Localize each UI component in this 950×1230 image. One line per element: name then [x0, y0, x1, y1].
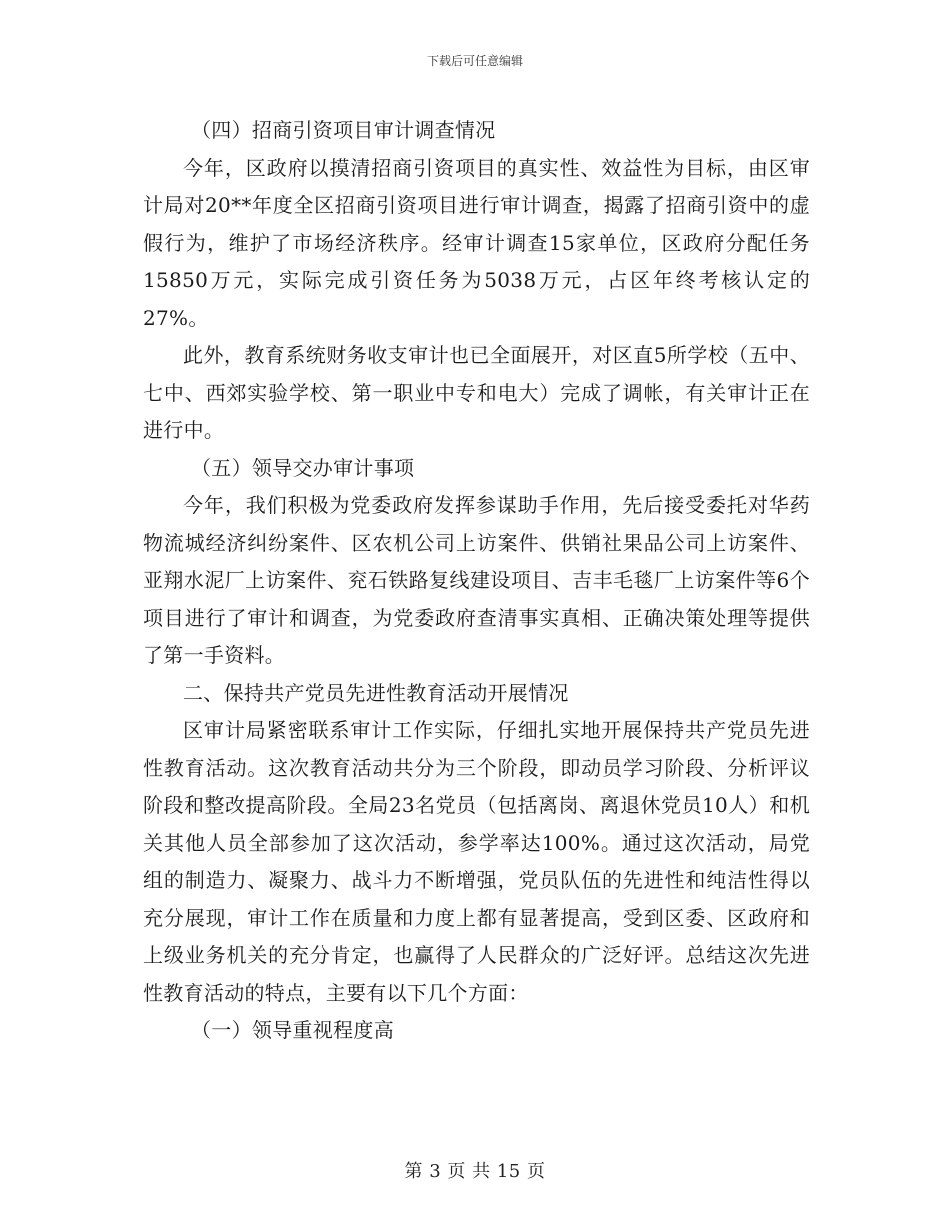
page-number: 第 3 页 共 15 页	[404, 1161, 546, 1182]
paragraph-party-education: 区审计局紧密联系审计工作实际，仔细扎实地开展保持共产党员先进性教育活动。这次教育活动共分为三个阶段，即动员学习阶段、分析评议阶段和整改提高阶段。全局23名党员（包括离岗、离退休党员10人）和机关其他人员全部参加了这次活动，参学率达100%。通过这次活动，局党组的制造力、凝聚力、战斗力不断增强，党员队伍的先进性和纯洁性得以充分展现，审计工作在质量和力度上都有显著提高，受到区委、区政府和上级业务机关的充分肯定，也赢得了人民群众的广泛好评。总结这次先进性教育活动的特点，主要有以下几个方面：	[143, 718, 810, 1005]
section-heading-5: （五）领导交办审计事项	[191, 455, 415, 480]
paragraph-education-audit: 此外，教育系统财务收支审计也已全面展开，对区直5所学校（五中、七中、西郊实验学校、第一职业中专和电大）完成了调帐，有关审计正在进行中。	[143, 343, 810, 442]
document-body	[143, 112, 810, 1050]
section-heading-4: （四）招商引资项目审计调查情况	[191, 118, 496, 142]
section-heading-1: （一）领导重视程度高	[191, 1018, 394, 1042]
chapter-heading-2: 二、保持共产党员先进性教育活动开展情况	[183, 680, 569, 705]
paragraph-leader-assigned: 今年，我们积极为党委政府发挥参谋助手作用，先后接受委托对华药物流城经济纠纷案件、区农机公司上访案件、供销社果品公司上访案件、亚翔水泥厂上访案件、兖石铁路复线建设项目、吉丰毛毯厂上访案件等6个项目进行了审计和调查，为党委政府查清事实真相、正确决策处理等提供了第一手资料。	[143, 493, 810, 667]
paragraph-investment-audit: 今年，区政府以摸清招商引资项目的真实性、效益性为目标，由区审计局对20**年度全区招商引资项目进行审计调查，揭露了招商引资中的虚假行为，维护了市场经济秩序。经审计调查15家单位，区政府分配任务15850万元，实际完成引资任务为5038万元，占区年终考核认定的27%。	[143, 155, 810, 330]
page-header-note: 下载后可任意编辑	[426, 54, 523, 68]
